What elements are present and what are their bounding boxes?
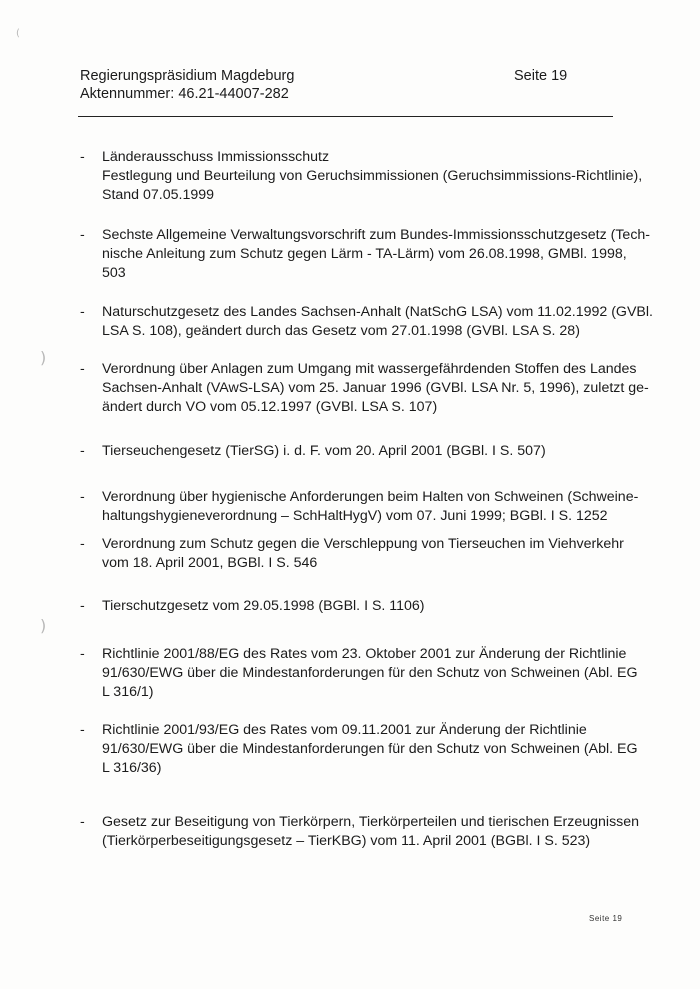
punch-hole-mark: ) [40,616,47,635]
reference-text [102,442,620,461]
reference-line: 503 [102,265,126,281]
reference-line: L 316/36) [102,760,162,776]
reference-line: Tierschutzgesetz vom 29.05.1998 (BGBl. I S. 1106) [102,598,425,614]
list-bullet: - [80,304,85,320]
list-bullet: - [80,646,85,662]
reference-line: Festlegung und Beurteilung von Geruchsimmissionen (Geruchsimmissions-Richtlinie), [102,168,643,184]
list-bullet: - [80,361,85,377]
reference-line: LSA S. 108), geändert durch das Gesetz vom 27.01.1998 (GVBl. LSA S. 28) [102,323,580,339]
reference-text [102,597,620,616]
reference-line: Länderausschuss Immissionsschutz [102,149,330,165]
reference-line: ändert durch VO vom 05.12.1997 (GVBl. LSA S. 107) [102,399,438,415]
reference-text [102,645,638,702]
reference-line: vom 18. April 2001, BGBl. I S. 546 [102,555,318,571]
file-number: Aktennummer: 46.21-44007-282 [80,86,289,102]
header-rule [78,116,613,117]
reference-line: Verordnung über hygienische Anforderungen beim Halten von Schweinen (Schweine- [102,489,639,505]
list-bullet: - [80,227,85,243]
reference-line: Verordnung über Anlagen zum Umgang mit wassergefährdenden Stoffen des Landes [102,361,637,377]
reference-line: 91/630/EWG über die Mindestanforderungen für den Schutz von Schweinen (Abl. EG [102,665,638,681]
reference-line: Tierseuchengesetz (TierSG) i. d. F. vom 20. April 2001 (BGBl. I S. 507) [102,443,546,459]
punch-hole-mark: ) [40,348,47,367]
reference-text [102,226,651,283]
authority-name: Regierungspräsidium Magdeburg [80,68,295,84]
reference-text [102,535,624,573]
reference-line: Naturschutzgesetz des Landes Sachsen-Anhalt (NatSchG LSA) vom 11.02.1992 (GVBl. [102,304,653,320]
list-bullet: - [80,814,85,830]
reference-text [102,360,649,417]
reference-text [102,813,640,851]
reference-line: haltungshygieneverordnung – SchHaltHygV) vom 07. Juni 1999; BGBl. I S. 1252 [102,508,608,524]
reference-line: Richtlinie 2001/88/EG des Rates vom 23. Oktober 2001 zur Änderung der Richtlinie [102,646,627,662]
reference-line: L 316/1) [102,684,154,700]
reference-text [102,303,653,341]
reference-line: Sechste Allgemeine Verwaltungsvorschrift zum Bundes-Immissionsschutzgesetz (Tech- [102,227,651,243]
list-bullet: - [80,722,85,738]
list-bullet: - [80,489,85,505]
reference-line: Sachsen-Anhalt (VAwS-LSA) vom 25. Januar 1996 (GVBl. LSA Nr. 5, 1996), zuletzt ge- [102,380,649,396]
header-page-number: Seite 19 [514,68,568,84]
list-bullet: - [80,443,85,459]
reference-line: nische Anleitung zum Schutz gegen Lärm - TA-Lärm) vom 26.08.1998, GMBl. 1998, [102,246,627,262]
reference-line: (Tierkörperbeseitigungsgesetz – TierKBG) vom 11. April 2001 (BGBl. I S. 523) [102,833,591,849]
page-header [80,67,294,103]
reference-text [102,488,639,526]
reference-line: Gesetz zur Beseitigung von Tierkörpern, Tierkörperteilen und tierischen Erzeugnissen [102,814,640,830]
reference-line: Stand 07.05.1999 [102,187,215,203]
list-bullet: - [80,149,85,165]
scan-artifact: ( [16,28,20,39]
reference-text [102,721,638,778]
reference-line: 91/630/EWG über die Mindestanforderungen für den Schutz von Schweinen (Abl. EG [102,741,638,757]
reference-line: Richtlinie 2001/93/EG des Rates vom 09.11.2001 zur Änderung der Richtlinie [102,722,587,738]
list-bullet: - [80,536,85,552]
list-bullet: - [80,598,85,614]
reference-text [102,148,643,205]
footer-page-number: Seite 19 [589,914,623,923]
reference-line: Verordnung zum Schutz gegen die Verschleppung von Tierseuchen im Viehverkehr [102,536,624,552]
